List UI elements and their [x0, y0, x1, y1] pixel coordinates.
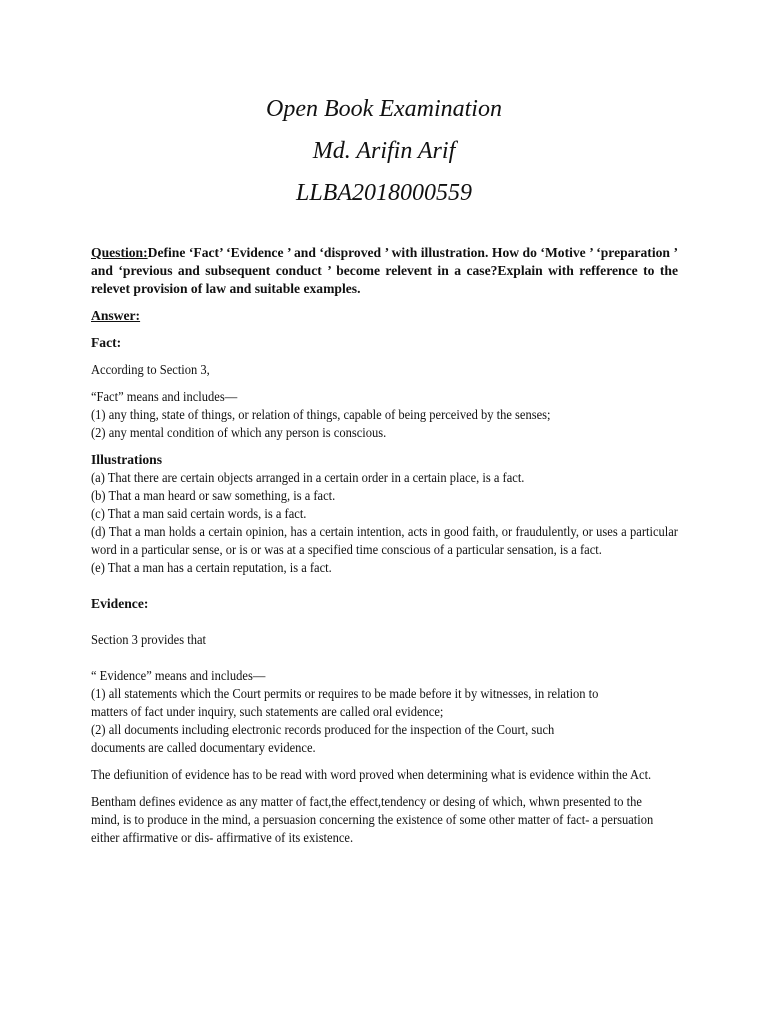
student-id: LLBA2018000559	[295, 180, 472, 206]
evidence-heading: Evidence:	[91, 596, 149, 611]
fact-def-line: (2) any mental condition of which any person is conscious.	[91, 425, 387, 440]
fact-intro: According to Section 3,	[91, 362, 210, 377]
illustrations-heading: Illustrations	[91, 452, 163, 467]
evidence-paragraph-2: Bentham defines evidence as any matter of fact,the effect,tendency or desing of which, whwn presented to the mind, is to produce in the mind, a persuasion concerning the existence of some other matter of fact- a persuation either affirmative or dis- affirmative of its existence.	[91, 794, 654, 845]
evidence-definition	[91, 667, 678, 757]
fact-definition	[91, 388, 678, 442]
fact-heading: Fact:	[91, 335, 122, 350]
fact-def-line: (1) any thing, state of things, or relation of things, capable of being perceived by the senses;	[91, 407, 551, 422]
spacer	[91, 658, 678, 667]
illustration-item: (a) That there are certain objects arranged in a certain order in a certain place, is a fact.	[91, 470, 525, 485]
title-block	[0, 88, 768, 214]
question-text: Define ‘Fact’ ‘Evidence ’ and ‘disproved ’ with illustration. How do ‘Motive ’ ‘preparation ’ and ‘previous and subsequent conduct ’ become relevent in a case?Explain with refference to the relevet provision of law and suitable examples.	[91, 245, 678, 296]
evidence-paragraph-1: The defiunition of evidence has to be read with word proved when determining what is evidence within the Act.	[91, 767, 652, 782]
question-paragraph	[91, 244, 678, 298]
student-name: Md. Arifin Arif	[312, 138, 456, 164]
question-label: Question:	[91, 245, 148, 260]
evidence-intro: Section 3 provides that	[91, 632, 206, 647]
spacer	[91, 622, 678, 631]
evidence-def-line: (2) all documents including electronic records produced for the inspection of the Court, such documents are called documentary evidence.	[91, 722, 555, 755]
illustration-item: (c) That a man said certain words, is a fact.	[91, 506, 307, 521]
fact-def-line: “Fact” means and includes—	[91, 389, 238, 404]
evidence-def-line: (1) all statements which the Court permits or requires to be made before it by witnesses, in relation to matters of fact under inquiry, such statements are called oral evidence;	[91, 686, 599, 719]
illustration-item: (d) That a man holds a certain opinion, has a certain intention, acts in good faith, or fraudulently, or uses a particular word in a particular sense, or is or was at a specified time conscious of a particular sensation, is a fact.	[91, 524, 678, 557]
evidence-def-line: “ Evidence” means and includes—	[91, 668, 266, 683]
illustration-item: (b) That a man heard or saw something, is a fact.	[91, 488, 336, 503]
illustration-item: (e) That a man has a certain reputation, is a fact.	[91, 560, 332, 575]
answer-heading: Answer:	[91, 308, 141, 323]
exam-title: Open Book Examination	[266, 96, 502, 122]
illustrations-list	[91, 469, 678, 577]
spacer	[91, 586, 678, 595]
document-body	[91, 244, 678, 856]
